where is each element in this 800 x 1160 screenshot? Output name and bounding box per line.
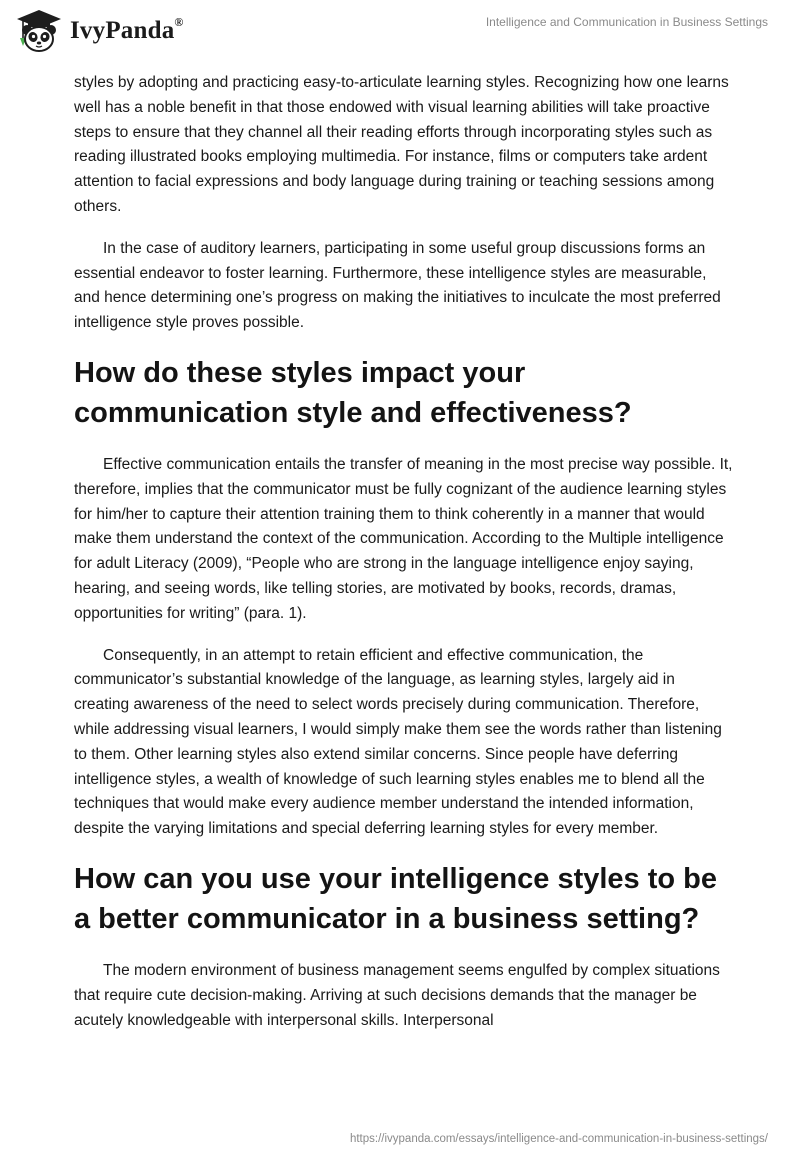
registered-mark: ®	[174, 15, 184, 29]
logo-text: IvyPanda®	[70, 15, 184, 44]
paragraph: The modern environment of business management seems engulfed by complex situations that require cute decision-making. Arriving at such decisions demands that the manager be acutely knowledgeable with interpersonal skills. Interpersonal	[74, 961, 720, 1029]
source-url[interactable]: https://ivypanda.com/essays/intelligence-and-communication-in-business-settings/	[349, 1133, 768, 1145]
ivypanda-logo[interactable]	[14, 8, 184, 54]
paragraph: Consequently, in an attempt to retain efficient and effective communication, the communicator’s substantial knowledge of the language, as learning styles, largely aid in creating awareness of the need to select words precisely during communication. Therefore, while addressing visual learners, I would simply make them see the words rather than listening to them. Other learning styles also extend similar concerns. Since people have deferring intelligence styles, a wealth of knowledge of such learning styles enables me to blend all the techniques that would make every audience member understand the intended information, despite the varying limitations and special deferring learning styles for every member.	[74, 646, 722, 838]
essay-body	[74, 71, 734, 1050]
section-heading: How can you use your intelligence styles to be a better communicator in a business setting?	[74, 862, 717, 935]
paragraph: In the case of auditory learners, participating in some useful group discussions forms an essential endeavor to foster learning. Furthermore, these intelligence styles are measurable, and hence determining one’s progress on making the initiatives to inculcate the most preferred intelligence style proves possible.	[74, 239, 721, 332]
page-header	[0, 0, 800, 70]
panda-graduate-icon	[14, 8, 64, 54]
paragraph: Effective communication entails the transfer of meaning in the most precise way possible. It, therefore, implies that the communicator must be fully cognizant of the audience learning styles for him/her to capture their attention training them to think coherently in a manner that would make them understand the context of the communication. According to the Multiple intelligence for adult Literacy (2009), “People who are strong in the language intelligence enjoy saying, hearing, and seeing words, like telling stories, are motivated by books, records, dramas, opportunities for writing” (para. 1).	[74, 455, 733, 622]
document-title: Intelligence and Communication in Business Settings	[485, 15, 768, 29]
paragraph: styles by adopting and practicing easy-to-articulate learning styles. Recognizing how one learns well has a noble benefit in that those endowed with visual learning abilities will take proactive steps to ensure that they channel all their reading efforts through incorporating styles such as reading illustrated books employing multimedia. For instance, films or computers take ardent attention to facial expressions and body language during training or teaching sessions among others.	[74, 74, 729, 215]
section-heading: How do these styles impact your communication style and effectiveness?	[74, 356, 632, 429]
